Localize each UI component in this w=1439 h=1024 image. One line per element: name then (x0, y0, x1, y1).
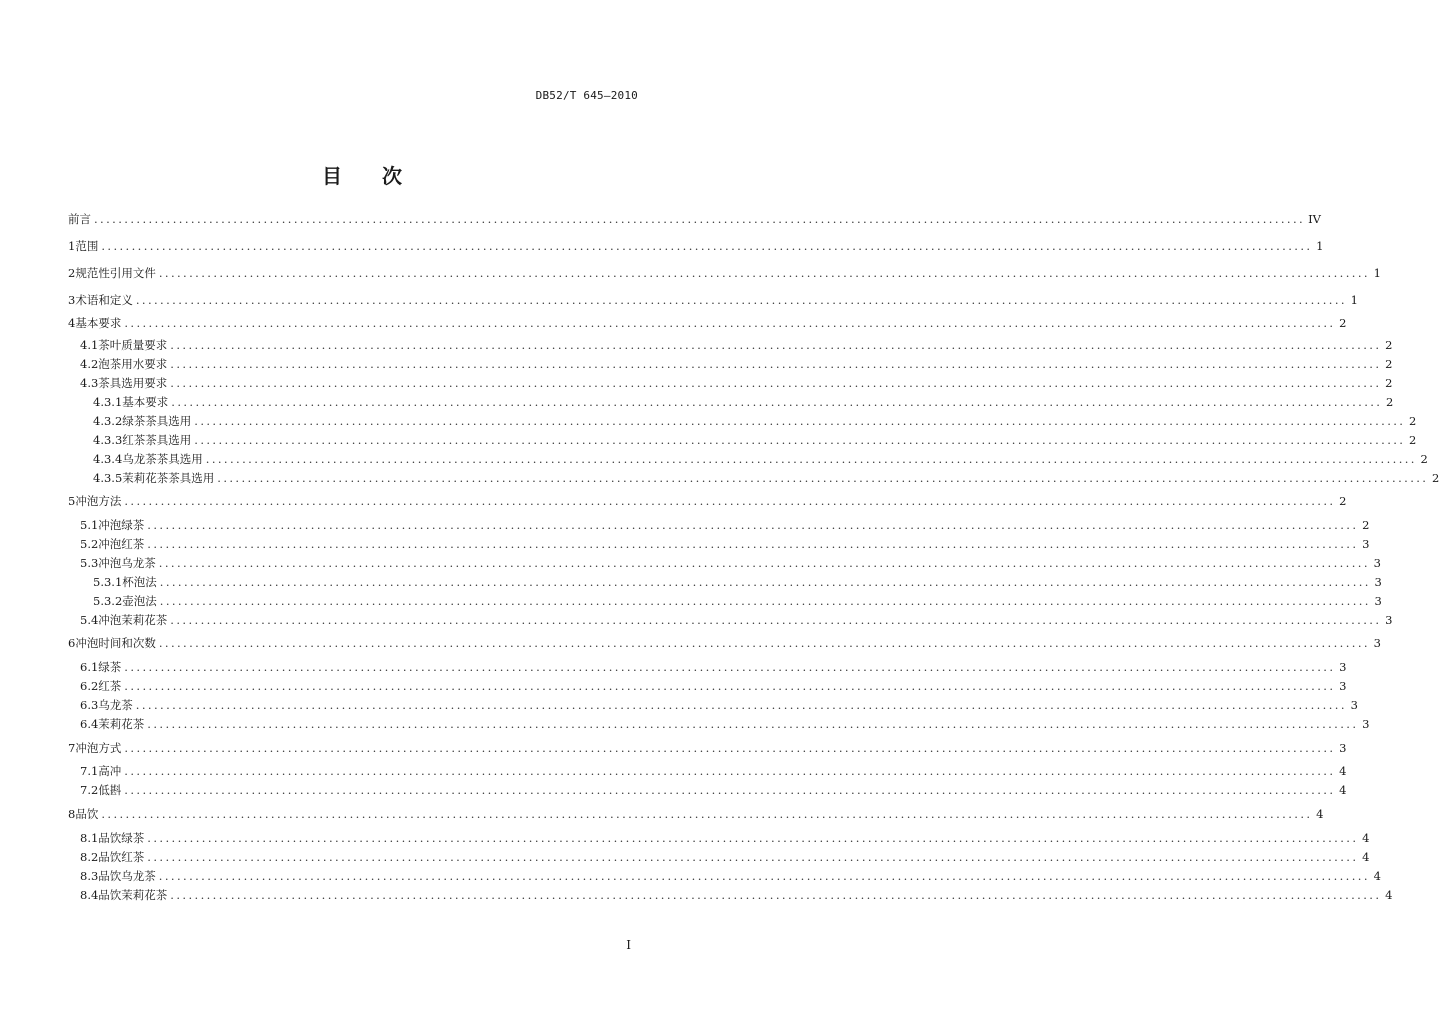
toc-entry-label: 红茶茶具选用 (122, 433, 192, 447)
toc-entry-number: 5.3.2 (93, 594, 123, 608)
toc-entry-label: 冲泡绿茶 (98, 518, 145, 532)
toc-leader-dots: ........................................................................................................................................................................................................ (124, 660, 1336, 674)
toc-leader-dots: ........................................................................................................................................................................................................ (101, 239, 1313, 253)
toc-entry[interactable] (80, 658, 1347, 676)
toc-entry-label: 冲泡方式 (75, 741, 122, 755)
toc-entry-page: 4 (1316, 807, 1324, 821)
toc-leader-dots: ........................................................................................................................................................................................................ (124, 679, 1336, 693)
toc-leader-dots: ........................................................................................................................................................................................................ (147, 518, 1359, 532)
toc-leader-dots: ........................................................................................................................................................................................................ (170, 376, 1382, 390)
toc-entry[interactable] (93, 412, 1417, 430)
toc-entry[interactable] (68, 237, 1324, 255)
toc-entry-page: 3 (1374, 594, 1382, 608)
toc-entry-page: 3 (1339, 679, 1347, 693)
toc-entry-label: 范围 (75, 239, 99, 253)
title-char-2: 次 (382, 164, 402, 188)
toc-entry-number: 8.1 (80, 831, 99, 845)
toc-entry-number: 4.1 (80, 338, 99, 352)
toc-entry-page: 4 (1339, 783, 1347, 797)
toc-leader-dots: ........................................................................................................................................................................................................ (159, 594, 1371, 608)
toc-entry-page: 1 (1316, 239, 1324, 253)
toc-entry-label: 基本要求 (122, 395, 169, 409)
toc-entry-label: 品饮绿茶 (98, 831, 145, 845)
toc-entry-label: 茶叶质量要求 (98, 338, 168, 352)
toc-leader-dots: ........................................................................................................................................................................................................ (124, 494, 1336, 508)
toc-entry[interactable] (80, 848, 1370, 866)
toc-entry[interactable] (93, 450, 1428, 468)
toc-entry-label: 冲泡茉莉花茶 (98, 613, 168, 627)
toc-entry[interactable] (80, 886, 1393, 904)
toc-entry[interactable] (80, 535, 1370, 553)
toc-entry[interactable] (80, 516, 1370, 534)
toc-entry[interactable] (68, 805, 1324, 823)
toc-entry-number: 4 (68, 316, 76, 330)
toc-entry-number: 4.3.2 (93, 414, 123, 428)
toc-entry-label: 基本要求 (75, 316, 122, 330)
toc-leader-dots: ........................................................................................................................................................................................................ (171, 395, 1383, 409)
toc-leader-dots: ........................................................................................................................................................................................................ (170, 338, 1382, 352)
toc-entry-page: 3 (1385, 613, 1393, 627)
toc-entry[interactable] (80, 781, 1347, 799)
toc-entry-label: 杯泡法 (122, 575, 157, 589)
toc-leader-dots: ........................................................................................................................................................................................................ (124, 783, 1336, 797)
toc-entry-page: 4 (1362, 831, 1370, 845)
toc-entry[interactable] (80, 336, 1393, 354)
toc-entry-page: 3 (1373, 636, 1381, 650)
toc-entry-number: 6.3 (80, 698, 99, 712)
toc-entry-page: 2 (1432, 471, 1439, 485)
toc-entry-label: 乌龙茶茶具选用 (122, 452, 203, 466)
toc-leader-dots: ........................................................................................................................................................................................................ (170, 888, 1382, 902)
toc-entry-number: 7.1 (80, 764, 99, 778)
toc-entry-page: 4 (1339, 764, 1347, 778)
toc-entry-number: 7.2 (80, 783, 99, 797)
toc-leader-dots: ........................................................................................................................................................................................................ (135, 293, 1347, 307)
toc-entry-number: 4.3 (80, 376, 99, 390)
toc-entry-label: 高冲 (98, 764, 122, 778)
toc-entry-label: 品饮红茶 (98, 850, 145, 864)
title-char-1: 目 (322, 164, 342, 188)
toc-entry-number: 4.2 (80, 357, 99, 371)
toc-entry-number: 8.4 (80, 888, 99, 902)
toc-entry-label: 术语和定义 (75, 293, 133, 307)
toc-entry-page: 2 (1362, 518, 1370, 532)
toc-entry[interactable] (80, 554, 1381, 572)
toc-entry-number: 6.1 (80, 660, 99, 674)
toc-leader-dots: ........................................................................................................................................................................................................ (158, 266, 1370, 280)
toc-entry[interactable] (80, 715, 1370, 733)
toc-entry-page: 1 (1350, 293, 1358, 307)
toc-entry-page: 4 (1385, 888, 1393, 902)
toc-entry-number: 4.3.1 (93, 395, 123, 409)
toc-entry-page: 2 (1409, 414, 1417, 428)
toc-entry-page: 2 (1385, 357, 1393, 371)
toc-entry-label: 泡茶用水要求 (98, 357, 168, 371)
toc-entry-label: 壶泡法 (122, 594, 157, 608)
toc-entry-page: 4 (1373, 869, 1381, 883)
toc-entry-label: 茉莉花茶 (98, 717, 145, 731)
toc-entry-label: 茶具选用要求 (98, 376, 168, 390)
toc-entry-label: 品饮茉莉花茶 (98, 888, 168, 902)
toc-leader-dots: ........................................................................................................................................................................................................ (158, 869, 1370, 883)
toc-entry-page: 3 (1339, 741, 1347, 755)
toc-entry[interactable] (80, 677, 1347, 695)
toc-leader-dots: ........................................................................................................................................................................................................ (147, 850, 1359, 864)
toc-entry[interactable] (80, 867, 1381, 885)
toc-entry-page: 4 (1362, 850, 1370, 864)
toc-entry-number: 5 (68, 494, 76, 508)
toc-entry[interactable] (93, 393, 1394, 411)
toc-entry-label: 规范性引用文件 (75, 266, 156, 280)
toc-entry[interactable] (68, 291, 1358, 309)
toc-leader-dots: ........................................................................................................................................................................................................ (147, 537, 1359, 551)
toc-entry-number: 5.1 (80, 518, 99, 532)
toc-entry-label: 前言 (68, 212, 91, 226)
toc-entry-page: 3 (1350, 698, 1358, 712)
toc-entry-label: 低斟 (98, 783, 122, 797)
toc-entry-number: 5.4 (80, 613, 99, 627)
toc-leader-dots: ........................................................................................................................................................................................................ (217, 471, 1429, 485)
toc-leader-dots: ........................................................................................................................................................................................................ (124, 316, 1336, 330)
toc-entry-label: 茉莉花茶茶具选用 (122, 471, 215, 485)
toc-entry-label: 绿茶茶具选用 (122, 414, 192, 428)
toc-entry[interactable] (68, 264, 1381, 282)
toc-entry-number: 8 (68, 807, 76, 821)
toc-entry-page: 3 (1374, 575, 1382, 589)
toc-leader-dots: ........................................................................................................................................................................................................ (159, 575, 1371, 589)
toc-leader-dots: ........................................................................................................................................................................................................ (194, 414, 1406, 428)
toc-entry[interactable] (80, 762, 1347, 780)
toc-entry-label: 冲泡红茶 (98, 537, 145, 551)
toc-entry-number: 8.2 (80, 850, 99, 864)
toc-leader-dots: ........................................................................................................................................................................................................ (158, 636, 1370, 650)
toc-entry-label: 冲泡方法 (75, 494, 122, 508)
toc-entry-number: 5.3 (80, 556, 99, 570)
toc-leader-dots: ........................................................................................................................................................................................................ (94, 212, 1306, 226)
toc-entry-number: 6 (68, 636, 76, 650)
toc-entry[interactable] (68, 634, 1381, 652)
toc-entry-page: 2 (1385, 338, 1393, 352)
toc-entry-page: 2 (1409, 433, 1417, 447)
toc-entry[interactable] (93, 431, 1417, 449)
page-number: I (626, 938, 631, 952)
toc-entry-number: 6.2 (80, 679, 99, 693)
toc-entry-page: 2 (1386, 395, 1394, 409)
toc-entry-number: 5.3.1 (93, 575, 123, 589)
toc-entry-page: 2 (1339, 494, 1347, 508)
toc-leader-dots: ........................................................................................................................................................................................................ (194, 433, 1406, 447)
toc-entry-number: 7 (68, 741, 76, 755)
toc-entry-number: 8.3 (80, 869, 99, 883)
toc-leader-dots: ........................................................................................................................................................................................................ (147, 831, 1359, 845)
toc-entry[interactable] (68, 492, 1347, 510)
toc-entry[interactable] (68, 739, 1347, 757)
toc-entry[interactable] (80, 611, 1393, 629)
toc-entry-label: 乌龙茶 (98, 698, 133, 712)
toc-leader-dots: ........................................................................................................................................................................................................ (124, 764, 1336, 778)
toc-entry-number: 2 (68, 266, 76, 280)
toc-entry-page: 3 (1373, 556, 1381, 570)
toc-entry[interactable] (93, 592, 1382, 610)
toc-entry-page: 2 (1385, 376, 1393, 390)
toc-entry-number: 4.3.3 (93, 433, 123, 447)
toc-entry[interactable] (93, 469, 1439, 487)
toc-entry-label: 品饮乌龙茶 (98, 869, 156, 883)
toc-entry[interactable] (80, 374, 1393, 392)
toc-entry[interactable] (68, 210, 1321, 228)
toc-entry[interactable] (68, 314, 1347, 332)
toc-entry-number: 1 (68, 239, 76, 253)
toc-leader-dots: ........................................................................................................................................................................................................ (147, 717, 1359, 731)
toc-leader-dots: ........................................................................................................................................................................................................ (170, 357, 1382, 371)
toc-entry[interactable] (80, 696, 1358, 714)
toc-entry-page: IV (1308, 212, 1321, 226)
toc-entry-page: 3 (1362, 717, 1370, 731)
toc-entry-page: 3 (1339, 660, 1347, 674)
toc-entry[interactable] (80, 829, 1370, 847)
toc-entry-page: 2 (1420, 452, 1428, 466)
toc-entry[interactable] (93, 573, 1382, 591)
toc-entry-number: 6.4 (80, 717, 99, 731)
toc-leader-dots: ........................................................................................................................................................................................................ (205, 452, 1417, 466)
page-title (0, 160, 724, 189)
toc-entry-page: 1 (1373, 266, 1381, 280)
toc-leader-dots: ........................................................................................................................................................................................................ (124, 741, 1336, 755)
toc-entry-label: 红茶 (98, 679, 122, 693)
toc-entry-label: 绿茶 (98, 660, 122, 674)
toc-entry-number: 3 (68, 293, 76, 307)
toc-leader-dots: ........................................................................................................................................................................................................ (158, 556, 1370, 570)
toc-entry-number: 5.2 (80, 537, 99, 551)
toc-leader-dots: ........................................................................................................................................................................................................ (135, 698, 1347, 712)
toc-entry-label: 冲泡时间和次数 (75, 636, 156, 650)
toc-leader-dots: ........................................................................................................................................................................................................ (170, 613, 1382, 627)
toc-entry[interactable] (80, 355, 1393, 373)
toc-entry-label: 冲泡乌龙茶 (98, 556, 156, 570)
toc-entry-page: 2 (1339, 316, 1347, 330)
toc-entry-number: 4.3.5 (93, 471, 123, 485)
document-id: DB52/T 645—2010 (535, 89, 638, 102)
toc-leader-dots: ........................................................................................................................................................................................................ (101, 807, 1313, 821)
toc-entry-page: 3 (1362, 537, 1370, 551)
toc-entry-label: 品饮 (75, 807, 99, 821)
toc-entry-number: 4.3.4 (93, 452, 123, 466)
